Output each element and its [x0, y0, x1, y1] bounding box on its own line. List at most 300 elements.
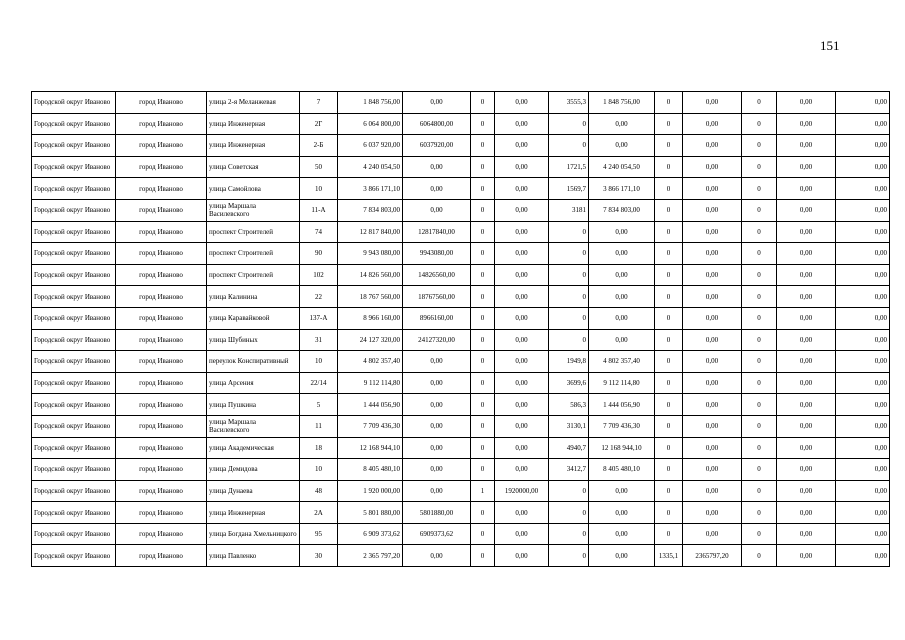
street-cell: улица Павленко — [207, 545, 300, 567]
count-5-cell: 0 — [742, 221, 777, 243]
street-cell: улица Инженерная — [207, 502, 300, 524]
cost-2-cell: 0,00 — [495, 545, 549, 567]
settlement-cell: город Иваново — [116, 264, 207, 286]
settlement-cell: город Иваново — [116, 437, 207, 459]
municipality-cell: Городской округ Иваново — [32, 243, 116, 265]
area-3-cell: 0 — [549, 113, 589, 135]
house-number-cell: 2А — [300, 502, 338, 524]
cost-2-cell: 0,00 — [495, 286, 549, 308]
count-5-cell: 0 — [742, 351, 777, 373]
house-number-cell: 74 — [300, 221, 338, 243]
cost-4-cell: 0,00 — [683, 307, 742, 329]
count-5-cell: 0 — [742, 545, 777, 567]
count-2-cell: 0 — [471, 135, 495, 157]
municipality-cell: Городской округ Иваново — [32, 156, 116, 178]
cost-4-cell: 2365797,20 — [683, 545, 742, 567]
cost-6-cell: 0,00 — [836, 351, 890, 373]
cost-1-cell: 0,00 — [403, 437, 471, 459]
total-cost-cell: 9 112 114,80 — [338, 372, 403, 394]
cost-1-cell: 0,00 — [403, 394, 471, 416]
count-2-cell: 0 — [471, 459, 495, 481]
area-3-cell: 0 — [549, 329, 589, 351]
count-2-cell: 0 — [471, 372, 495, 394]
total-cost-cell: 8 405 480,10 — [338, 459, 403, 481]
municipality-cell: Городской округ Иваново — [32, 437, 116, 459]
cost-4-cell: 0,00 — [683, 480, 742, 502]
area-3-cell: 3412,7 — [549, 459, 589, 481]
cost-6-cell: 0,00 — [836, 437, 890, 459]
cost-1-cell: 0,00 — [403, 480, 471, 502]
count-2-cell: 0 — [471, 329, 495, 351]
total-cost-cell: 14 826 560,00 — [338, 264, 403, 286]
cost-1-cell: 0,00 — [403, 199, 471, 221]
cost-3-cell: 0,00 — [589, 502, 655, 524]
settlement-cell: город Иваново — [116, 221, 207, 243]
cost-3-cell: 9 112 114,80 — [589, 372, 655, 394]
count-2-cell: 0 — [471, 113, 495, 135]
house-number-cell: 10 — [300, 351, 338, 373]
count-5-cell: 0 — [742, 135, 777, 157]
house-number-cell: 22/14 — [300, 372, 338, 394]
cost-5-cell: 0,00 — [777, 437, 836, 459]
street-cell: улица Самойлова — [207, 178, 300, 200]
municipality-cell: Городской округ Иваново — [32, 286, 116, 308]
cost-1-cell: 24127320,00 — [403, 329, 471, 351]
street-cell: улица 2-я Меланжевая — [207, 92, 300, 114]
count-5-cell: 0 — [742, 437, 777, 459]
cost-2-cell: 0,00 — [495, 92, 549, 114]
count-5-cell: 0 — [742, 113, 777, 135]
cost-3-cell: 4 802 357,40 — [589, 351, 655, 373]
municipality-cell: Городской округ Иваново — [32, 307, 116, 329]
cost-5-cell: 0,00 — [777, 523, 836, 545]
area-4-cell: 0 — [655, 523, 683, 545]
count-5-cell: 0 — [742, 243, 777, 265]
settlement-cell: город Иваново — [116, 178, 207, 200]
street-cell: улица Калинина — [207, 286, 300, 308]
settlement-cell: город Иваново — [116, 307, 207, 329]
area-3-cell: 3181 — [549, 199, 589, 221]
cost-3-cell: 0,00 — [589, 329, 655, 351]
cost-4-cell: 0,00 — [683, 459, 742, 481]
house-number-cell: 18 — [300, 437, 338, 459]
house-number-cell: 137-А — [300, 307, 338, 329]
total-cost-cell: 3 866 171,10 — [338, 178, 403, 200]
total-cost-cell: 6 909 373,62 — [338, 523, 403, 545]
table-row — [32, 221, 890, 243]
cost-4-cell: 0,00 — [683, 415, 742, 437]
total-cost-cell: 9 943 080,00 — [338, 243, 403, 265]
settlement-cell: город Иваново — [116, 523, 207, 545]
settlement-cell: город Иваново — [116, 351, 207, 373]
cost-4-cell: 0,00 — [683, 243, 742, 265]
cost-3-cell: 0,00 — [589, 480, 655, 502]
house-number-cell: 50 — [300, 156, 338, 178]
street-cell: улица Каравайковой — [207, 307, 300, 329]
cost-5-cell: 0,00 — [777, 113, 836, 135]
cost-2-cell: 0,00 — [495, 264, 549, 286]
count-5-cell: 0 — [742, 502, 777, 524]
municipality-cell: Городской округ Иваново — [32, 415, 116, 437]
area-4-cell: 0 — [655, 92, 683, 114]
cost-3-cell: 7 834 803,00 — [589, 199, 655, 221]
municipality-cell: Городской округ Иваново — [32, 199, 116, 221]
cost-2-cell: 0,00 — [495, 178, 549, 200]
cost-3-cell: 1 444 056,90 — [589, 394, 655, 416]
house-number-cell: 10 — [300, 459, 338, 481]
total-cost-cell: 8 966 160,00 — [338, 307, 403, 329]
area-3-cell: 0 — [549, 480, 589, 502]
count-2-cell: 0 — [471, 286, 495, 308]
area-3-cell: 0 — [549, 307, 589, 329]
cost-1-cell: 0,00 — [403, 351, 471, 373]
total-cost-cell: 1 848 756,00 — [338, 92, 403, 114]
count-2-cell: 0 — [471, 415, 495, 437]
cost-1-cell: 6909373,62 — [403, 523, 471, 545]
cost-4-cell: 0,00 — [683, 351, 742, 373]
area-3-cell: 0 — [549, 502, 589, 524]
count-2-cell: 0 — [471, 243, 495, 265]
street-cell: улица Арсения — [207, 372, 300, 394]
cost-1-cell: 5801880,00 — [403, 502, 471, 524]
cost-3-cell: 0,00 — [589, 523, 655, 545]
total-cost-cell: 1 444 056,90 — [338, 394, 403, 416]
count-2-cell: 1 — [471, 480, 495, 502]
cost-3-cell: 7 709 436,30 — [589, 415, 655, 437]
house-number-cell: 11 — [300, 415, 338, 437]
municipality-cell: Городской округ Иваново — [32, 329, 116, 351]
house-number-cell: 5 — [300, 394, 338, 416]
table-row — [32, 135, 890, 157]
area-4-cell: 0 — [655, 178, 683, 200]
house-number-cell: 30 — [300, 545, 338, 567]
count-5-cell: 0 — [742, 415, 777, 437]
municipality-cell: Городской округ Иваново — [32, 178, 116, 200]
cost-3-cell: 0,00 — [589, 243, 655, 265]
table-row — [32, 480, 890, 502]
street-cell: улица Советская — [207, 156, 300, 178]
cost-6-cell: 0,00 — [836, 307, 890, 329]
count-2-cell: 0 — [471, 156, 495, 178]
cost-5-cell: 0,00 — [777, 286, 836, 308]
cost-2-cell: 0,00 — [495, 523, 549, 545]
municipality-cell: Городской округ Иваново — [32, 545, 116, 567]
cost-4-cell: 0,00 — [683, 437, 742, 459]
municipality-cell: Городской округ Иваново — [32, 135, 116, 157]
count-5-cell: 0 — [742, 372, 777, 394]
table-row — [32, 502, 890, 524]
cost-1-cell: 18767560,00 — [403, 286, 471, 308]
area-4-cell: 0 — [655, 135, 683, 157]
area-4-cell: 0 — [655, 243, 683, 265]
count-2-cell: 0 — [471, 351, 495, 373]
table-row — [32, 372, 890, 394]
street-cell: проспект Строителей — [207, 221, 300, 243]
table-row — [32, 437, 890, 459]
cost-2-cell: 0,00 — [495, 329, 549, 351]
count-5-cell: 0 — [742, 459, 777, 481]
cost-6-cell: 0,00 — [836, 264, 890, 286]
cost-6-cell: 0,00 — [836, 415, 890, 437]
table-row — [32, 178, 890, 200]
cost-1-cell: 0,00 — [403, 92, 471, 114]
area-3-cell: 586,3 — [549, 394, 589, 416]
cost-5-cell: 0,00 — [777, 178, 836, 200]
house-number-cell: 102 — [300, 264, 338, 286]
settlement-cell: город Иваново — [116, 394, 207, 416]
table-row — [32, 523, 890, 545]
cost-3-cell: 3 866 171,10 — [589, 178, 655, 200]
count-5-cell: 0 — [742, 329, 777, 351]
total-cost-cell: 1 920 000,00 — [338, 480, 403, 502]
table-row — [32, 545, 890, 567]
municipality-cell: Городской округ Иваново — [32, 372, 116, 394]
count-2-cell: 0 — [471, 178, 495, 200]
settlement-cell: город Иваново — [116, 199, 207, 221]
cost-5-cell: 0,00 — [777, 351, 836, 373]
count-5-cell: 0 — [742, 307, 777, 329]
settlement-cell: город Иваново — [116, 545, 207, 567]
total-cost-cell: 7 709 436,30 — [338, 415, 403, 437]
municipality-cell: Городской округ Иваново — [32, 113, 116, 135]
house-number-cell: 11-А — [300, 199, 338, 221]
street-cell: улица Маршала Василевского — [207, 415, 300, 437]
street-cell: улица Инженерная — [207, 135, 300, 157]
total-cost-cell: 6 037 920,00 — [338, 135, 403, 157]
cost-3-cell: 0,00 — [589, 307, 655, 329]
table-row — [32, 264, 890, 286]
cost-5-cell: 0,00 — [777, 502, 836, 524]
total-cost-cell: 6 064 800,00 — [338, 113, 403, 135]
cost-6-cell: 0,00 — [836, 113, 890, 135]
cost-1-cell: 9943080,00 — [403, 243, 471, 265]
street-cell: улица Дунаева — [207, 480, 300, 502]
municipality-cell: Городской округ Иваново — [32, 351, 116, 373]
count-2-cell: 0 — [471, 199, 495, 221]
count-5-cell: 0 — [742, 523, 777, 545]
street-cell: проспект Строителей — [207, 243, 300, 265]
street-cell: улица Демидова — [207, 459, 300, 481]
area-3-cell: 0 — [549, 243, 589, 265]
area-3-cell: 3130,1 — [549, 415, 589, 437]
cost-5-cell: 0,00 — [777, 135, 836, 157]
total-cost-cell: 12 817 840,00 — [338, 221, 403, 243]
street-cell: улица Богдана Хмельницкого — [207, 523, 300, 545]
total-cost-cell: 5 801 880,00 — [338, 502, 403, 524]
count-2-cell: 0 — [471, 523, 495, 545]
cost-3-cell: 8 405 480,10 — [589, 459, 655, 481]
cost-5-cell: 0,00 — [777, 545, 836, 567]
area-4-cell: 0 — [655, 437, 683, 459]
cost-2-cell: 0,00 — [495, 156, 549, 178]
cost-4-cell: 0,00 — [683, 523, 742, 545]
cost-1-cell: 14826560,00 — [403, 264, 471, 286]
house-number-cell: 2Г — [300, 113, 338, 135]
area-3-cell: 3699,6 — [549, 372, 589, 394]
area-4-cell: 0 — [655, 286, 683, 308]
settlement-cell: город Иваново — [116, 243, 207, 265]
area-4-cell: 0 — [655, 221, 683, 243]
cost-5-cell: 0,00 — [777, 459, 836, 481]
count-2-cell: 0 — [471, 264, 495, 286]
settlement-cell: город Иваново — [116, 135, 207, 157]
cost-1-cell: 8966160,00 — [403, 307, 471, 329]
cost-6-cell: 0,00 — [836, 545, 890, 567]
cost-5-cell: 0,00 — [777, 372, 836, 394]
settlement-cell: город Иваново — [116, 156, 207, 178]
cost-2-cell: 1920000,00 — [495, 480, 549, 502]
settlement-cell: город Иваново — [116, 286, 207, 308]
area-4-cell: 0 — [655, 113, 683, 135]
cost-2-cell: 0,00 — [495, 459, 549, 481]
area-4-cell: 0 — [655, 502, 683, 524]
area-3-cell: 3555,3 — [549, 92, 589, 114]
cost-2-cell: 0,00 — [495, 221, 549, 243]
area-3-cell: 0 — [549, 523, 589, 545]
cost-2-cell: 0,00 — [495, 199, 549, 221]
area-4-cell: 0 — [655, 480, 683, 502]
street-cell: улица Инженерная — [207, 113, 300, 135]
total-cost-cell: 7 834 803,00 — [338, 199, 403, 221]
table-row — [32, 156, 890, 178]
cost-5-cell: 0,00 — [777, 307, 836, 329]
cost-3-cell: 0,00 — [589, 221, 655, 243]
settlement-cell: город Иваново — [116, 92, 207, 114]
area-4-cell: 1335,1 — [655, 545, 683, 567]
cost-6-cell: 0,00 — [836, 329, 890, 351]
cost-6-cell: 0,00 — [836, 92, 890, 114]
cost-6-cell: 0,00 — [836, 156, 890, 178]
area-4-cell: 0 — [655, 264, 683, 286]
settlement-cell: город Иваново — [116, 372, 207, 394]
count-5-cell: 0 — [742, 264, 777, 286]
house-number-cell: 90 — [300, 243, 338, 265]
settlement-cell: город Иваново — [116, 502, 207, 524]
street-cell: улица Академическая — [207, 437, 300, 459]
municipality-cell: Городской округ Иваново — [32, 502, 116, 524]
count-2-cell: 0 — [471, 394, 495, 416]
table-row — [32, 351, 890, 373]
count-5-cell: 0 — [742, 92, 777, 114]
housing-repair-table — [31, 91, 890, 567]
total-cost-cell: 4 240 054,50 — [338, 156, 403, 178]
table-row — [32, 307, 890, 329]
cost-6-cell: 0,00 — [836, 372, 890, 394]
count-2-cell: 0 — [471, 307, 495, 329]
cost-3-cell: 1 848 756,00 — [589, 92, 655, 114]
cost-1-cell: 0,00 — [403, 372, 471, 394]
cost-4-cell: 0,00 — [683, 113, 742, 135]
cost-4-cell: 0,00 — [683, 221, 742, 243]
house-number-cell: 2-Б — [300, 135, 338, 157]
count-2-cell: 0 — [471, 502, 495, 524]
street-cell: улица Шубиных — [207, 329, 300, 351]
cost-1-cell: 6037920,00 — [403, 135, 471, 157]
cost-6-cell: 0,00 — [836, 459, 890, 481]
cost-6-cell: 0,00 — [836, 135, 890, 157]
street-cell: проспект Строителей — [207, 264, 300, 286]
cost-6-cell: 0,00 — [836, 394, 890, 416]
cost-2-cell: 0,00 — [495, 307, 549, 329]
count-2-cell: 0 — [471, 92, 495, 114]
cost-2-cell: 0,00 — [495, 502, 549, 524]
street-cell: улица Пушкина — [207, 394, 300, 416]
area-3-cell: 1949,8 — [549, 351, 589, 373]
total-cost-cell: 12 168 944,10 — [338, 437, 403, 459]
area-3-cell: 1721,5 — [549, 156, 589, 178]
count-5-cell: 0 — [742, 286, 777, 308]
total-cost-cell: 4 802 357,40 — [338, 351, 403, 373]
cost-1-cell: 0,00 — [403, 156, 471, 178]
cost-4-cell: 0,00 — [683, 286, 742, 308]
area-4-cell: 0 — [655, 156, 683, 178]
cost-5-cell: 0,00 — [777, 221, 836, 243]
cost-5-cell: 0,00 — [777, 329, 836, 351]
total-cost-cell: 24 127 320,00 — [338, 329, 403, 351]
settlement-cell: город Иваново — [116, 415, 207, 437]
area-4-cell: 0 — [655, 329, 683, 351]
cost-6-cell: 0,00 — [836, 502, 890, 524]
cost-1-cell: 0,00 — [403, 459, 471, 481]
municipality-cell: Городской округ Иваново — [32, 459, 116, 481]
cost-4-cell: 0,00 — [683, 372, 742, 394]
area-3-cell: 0 — [549, 545, 589, 567]
table-row — [32, 459, 890, 481]
cost-2-cell: 0,00 — [495, 113, 549, 135]
cost-3-cell: 0,00 — [589, 545, 655, 567]
table-row — [32, 329, 890, 351]
table-row — [32, 92, 890, 114]
cost-2-cell: 0,00 — [495, 437, 549, 459]
area-4-cell: 0 — [655, 372, 683, 394]
cost-3-cell: 4 240 054,50 — [589, 156, 655, 178]
area-3-cell: 1569,7 — [549, 178, 589, 200]
cost-6-cell: 0,00 — [836, 221, 890, 243]
area-3-cell: 0 — [549, 221, 589, 243]
area-4-cell: 0 — [655, 307, 683, 329]
cost-1-cell: 0,00 — [403, 545, 471, 567]
count-5-cell: 0 — [742, 394, 777, 416]
cost-1-cell: 6064800,00 — [403, 113, 471, 135]
area-4-cell: 0 — [655, 415, 683, 437]
cost-4-cell: 0,00 — [683, 264, 742, 286]
cost-3-cell: 0,00 — [589, 135, 655, 157]
cost-5-cell: 0,00 — [777, 156, 836, 178]
municipality-cell: Городской округ Иваново — [32, 394, 116, 416]
table-row — [32, 113, 890, 135]
house-number-cell: 22 — [300, 286, 338, 308]
municipality-cell: Городской округ Иваново — [32, 264, 116, 286]
area-4-cell: 0 — [655, 459, 683, 481]
cost-6-cell: 0,00 — [836, 243, 890, 265]
count-2-cell: 0 — [471, 221, 495, 243]
cost-5-cell: 0,00 — [777, 243, 836, 265]
cost-1-cell: 0,00 — [403, 415, 471, 437]
table-row — [32, 286, 890, 308]
cost-5-cell: 0,00 — [777, 92, 836, 114]
house-number-cell: 48 — [300, 480, 338, 502]
cost-3-cell: 12 168 944,10 — [589, 437, 655, 459]
street-cell: улица Маршала Василевского — [207, 199, 300, 221]
area-3-cell: 0 — [549, 264, 589, 286]
municipality-cell: Городской округ Иваново — [32, 92, 116, 114]
settlement-cell: город Иваново — [116, 459, 207, 481]
cost-4-cell: 0,00 — [683, 135, 742, 157]
table-row — [32, 199, 890, 221]
cost-3-cell: 0,00 — [589, 113, 655, 135]
page-number: 151 — [820, 38, 840, 53]
area-4-cell: 0 — [655, 394, 683, 416]
